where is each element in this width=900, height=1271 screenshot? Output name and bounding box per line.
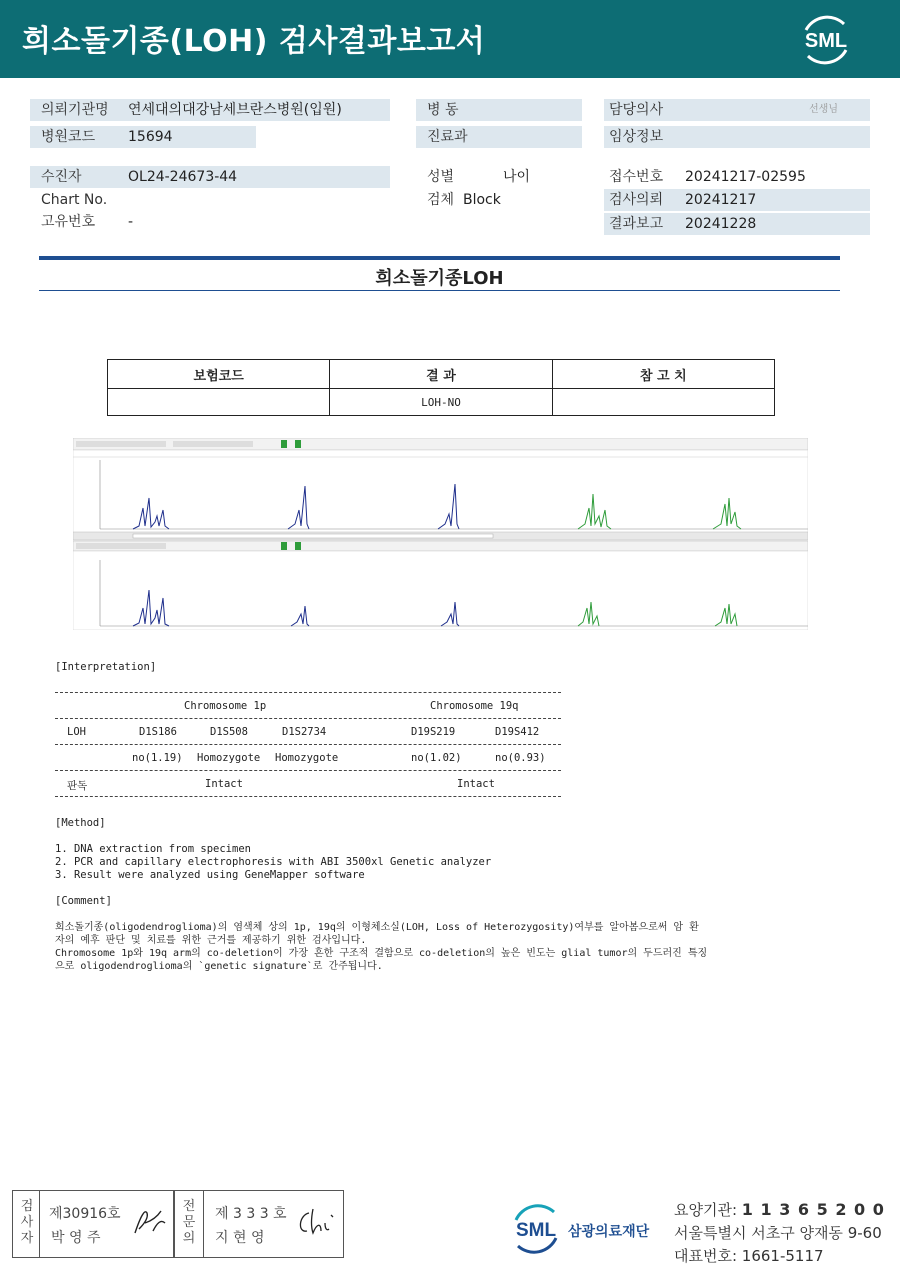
svg-text:SML: SML bbox=[515, 1220, 557, 1241]
comment-line-2: 자의 예후 판단 및 치료를 위한 근거를 제공하기 위한 검사입니다. bbox=[55, 935, 367, 946]
section-divider-bottom bbox=[39, 290, 840, 291]
cell-insurance-code bbox=[108, 389, 330, 416]
value-d1s2734: Homozygote bbox=[275, 752, 339, 764]
cell-result: LOH-NO bbox=[330, 389, 552, 416]
value-d19s219: no(1.02) bbox=[411, 752, 462, 764]
marker-d19s412: D19S412 bbox=[495, 726, 540, 738]
comment-line-3: Chromosome 1p와 19q arm의 co-deletion이 가장 흔한 구조적 결함으로 co-deletion의 높은 빈도는 glial tumor의 두드러진 특징 bbox=[55, 948, 708, 959]
report-title: 희소돌기종(LOH) 검사결과보고서 bbox=[22, 24, 486, 59]
method-heading: [Method] bbox=[55, 817, 106, 829]
header-insurance-code: 보험코드 bbox=[108, 360, 330, 389]
specialist-signature bbox=[295, 1205, 339, 1239]
hospital-code-label: 병원코드 bbox=[41, 129, 96, 145]
header-result: 결 과 bbox=[330, 360, 552, 389]
specialist-signature-box bbox=[174, 1190, 344, 1258]
sex-label: 성별 bbox=[427, 169, 455, 185]
department-label: 진료과 bbox=[427, 129, 468, 145]
examiner-signature bbox=[131, 1205, 167, 1239]
request-date-field bbox=[604, 189, 870, 211]
method-line-3: 3. Result were analyzed using GeneMapper software bbox=[55, 869, 365, 881]
receipt-field bbox=[604, 166, 870, 188]
unique-no-label: 고유번호 bbox=[41, 214, 96, 230]
hospital-code-value: 15694 bbox=[128, 129, 173, 145]
examiner-license-no: 제30916호 bbox=[49, 1206, 121, 1222]
institution-label: 의뢰기관명 bbox=[41, 102, 109, 118]
report-date-value: 20241228 bbox=[685, 216, 757, 232]
specimen-value: Block bbox=[463, 192, 501, 208]
unique-no-value: - bbox=[128, 214, 134, 230]
value-d19s412: no(0.93) bbox=[495, 752, 546, 764]
specimen-label: 검체 bbox=[427, 192, 455, 208]
divider bbox=[55, 692, 561, 693]
sml-logo bbox=[798, 12, 854, 68]
hospital-code-field bbox=[30, 126, 256, 148]
institution-value: 연세대의대강남세브란스병원(입원) bbox=[128, 102, 342, 118]
value-d1s508: Homozygote bbox=[197, 752, 261, 764]
request-date-value: 20241217 bbox=[685, 192, 757, 208]
patient-value: OL24-24673-44 bbox=[128, 169, 238, 185]
age-label: 나이 bbox=[503, 169, 531, 185]
patient-field bbox=[30, 166, 390, 188]
divider bbox=[55, 770, 561, 771]
sex-age-field bbox=[416, 166, 582, 188]
comment-heading: [Comment] bbox=[55, 895, 112, 907]
marker-d19s219: D19S219 bbox=[411, 726, 456, 738]
method-line-1: 1. DNA extraction from specimen bbox=[55, 843, 251, 855]
care-institution-no: 요양기관: 1 1 3 6 5 2 0 0 bbox=[674, 1200, 885, 1219]
doctor-suffix: 선생님 bbox=[809, 104, 838, 115]
examiner-signature-box bbox=[12, 1190, 174, 1258]
specialist-name: 지 현 영 bbox=[215, 1230, 265, 1246]
specialist-license-no: 제 3 3 3 호 bbox=[215, 1206, 287, 1222]
section-title: 희소돌기종LOH bbox=[375, 268, 504, 289]
unique-no-field bbox=[30, 211, 390, 233]
chromosome-19q-label: Chromosome 19q bbox=[430, 700, 519, 712]
clinical-info-field bbox=[604, 126, 870, 148]
loh-label: LOH bbox=[67, 726, 86, 738]
institution-field bbox=[30, 99, 390, 121]
chromosome-1p-label: Chromosome 1p bbox=[184, 700, 267, 712]
verdict-19q: Intact bbox=[457, 778, 495, 790]
receipt-value: 20241217-02595 bbox=[685, 169, 806, 185]
sml-foundation-logo bbox=[510, 1198, 665, 1258]
clinical-info-label: 임상정보 bbox=[609, 129, 664, 145]
cell-reference bbox=[552, 389, 774, 416]
divider bbox=[55, 718, 561, 719]
marker-d1s508: D1S508 bbox=[210, 726, 248, 738]
ward-label: 병 동 bbox=[427, 102, 459, 118]
svg-text:삼광의료재단: 삼광의료재단 bbox=[568, 1224, 650, 1240]
result-table bbox=[107, 359, 775, 416]
doctor-label: 담당의사 bbox=[609, 102, 664, 118]
examiner-label: 검 사 자 bbox=[20, 1199, 34, 1246]
receipt-label: 접수번호 bbox=[609, 169, 664, 185]
marker-d1s186: D1S186 bbox=[139, 726, 177, 738]
report-header bbox=[0, 0, 900, 78]
comment-line-4: 으로 oligodendroglioma의 `genetic signature`로 간주됩니다. bbox=[55, 961, 383, 972]
header-reference: 참 고 치 bbox=[552, 360, 774, 389]
interpretation-heading: [Interpretation] bbox=[55, 661, 157, 673]
doctor-field bbox=[604, 99, 870, 121]
verdict-label: 판독 bbox=[67, 780, 88, 792]
method-line-2: 2. PCR and capillary electrophoresis with ABI 3500xl Genetic analyzer bbox=[55, 856, 492, 868]
chart-no-label: Chart No. bbox=[41, 192, 108, 208]
svg-text:SML: SML bbox=[804, 30, 848, 52]
electropherogram-image bbox=[73, 438, 808, 630]
examiner-name: 박 영 주 bbox=[51, 1230, 101, 1246]
marker-d1s2734: D1S2734 bbox=[282, 726, 327, 738]
divider bbox=[55, 744, 561, 745]
phone: 대표번호: 1661-5117 bbox=[674, 1247, 824, 1265]
specialist-label: 전 문 의 bbox=[182, 1199, 196, 1246]
department-field bbox=[416, 126, 582, 148]
report-date-label: 결과보고 bbox=[609, 216, 664, 232]
comment-line-1: 희소돌기종(oligodendroglioma)의 염색체 상의 1p, 19q의 이형체소실(LOH, Loss of Heterozygosity)여부를 알아봄으로써 암 환 bbox=[55, 922, 699, 933]
divider bbox=[55, 796, 561, 797]
report-date-field bbox=[604, 213, 870, 235]
verdict-1p: Intact bbox=[205, 778, 243, 790]
request-date-label: 검사의뢰 bbox=[609, 192, 664, 208]
patient-label: 수진자 bbox=[41, 169, 82, 185]
value-d1s186: no(1.19) bbox=[132, 752, 183, 764]
specimen-field bbox=[416, 189, 582, 211]
section-divider-top bbox=[39, 256, 840, 260]
ward-field bbox=[416, 99, 582, 121]
address: 서울특별시 서초구 양재동 9-60 bbox=[674, 1224, 882, 1242]
chart-no-field bbox=[30, 189, 390, 211]
